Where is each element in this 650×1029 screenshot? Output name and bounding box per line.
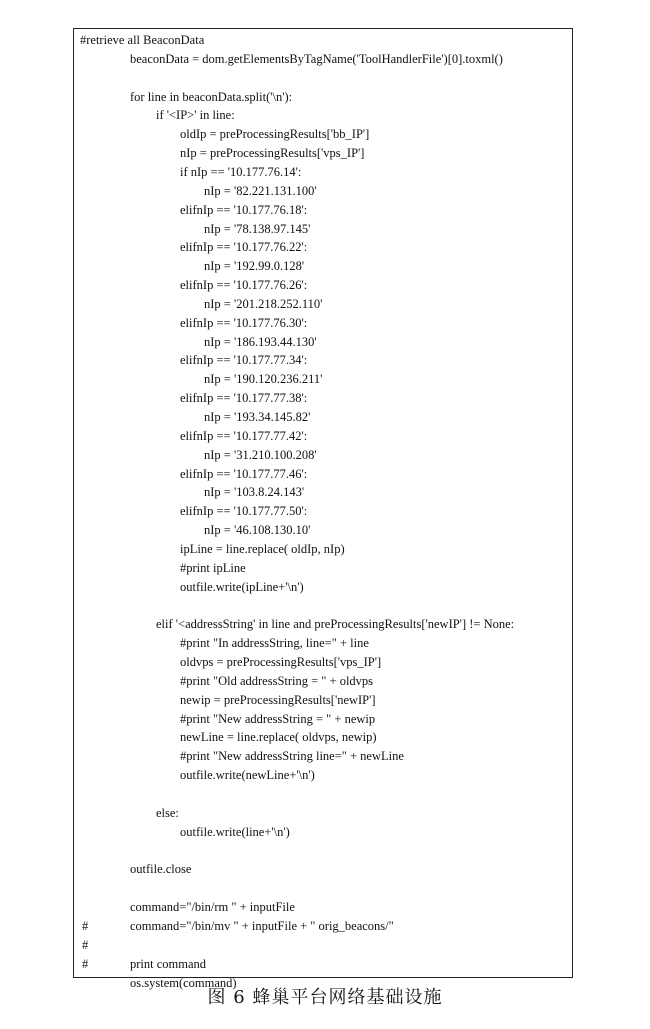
code-listing-frame — [73, 28, 573, 990]
code-text: ipLine = line.replace( oldIp, nIp) — [180, 541, 345, 556]
code-line — [74, 33, 572, 47]
code-text: elifnIp == '10.177.77.42': — [180, 428, 308, 443]
code-text: command="/bin/rm " + inputFile — [130, 900, 295, 915]
code-line — [74, 127, 572, 141]
code-text: nIp = '192.99.0.128' — [204, 259, 305, 274]
comment-marker: # — [82, 918, 89, 933]
code-text: if nIp == '10.177.76.14': — [180, 164, 302, 179]
comment-marker: # — [82, 956, 89, 971]
code-line — [74, 655, 572, 669]
code-text: outfile.write(line+'\n') — [180, 824, 290, 839]
code-text: nIp = '103.8.24.143' — [204, 485, 305, 500]
code-text: newip = preProcessingResults['newIP'] — [180, 692, 376, 707]
code-line — [74, 712, 572, 726]
code-text: nIp = '186.193.44.130' — [204, 334, 317, 349]
code-text: nIp = preProcessingResults['vps_IP'] — [180, 146, 365, 161]
code-line — [74, 599, 572, 613]
code-text: nIp = '190.120.236.211' — [204, 372, 323, 387]
code-text: elifnIp == '10.177.76.22': — [180, 240, 308, 255]
code-text: os.system(command) — [130, 975, 237, 990]
code-line — [74, 787, 572, 801]
code-text: nIp = '201.218.252.110' — [204, 296, 323, 311]
code-line — [74, 693, 572, 707]
code-text: #print "New addressString line=" + newLine — [180, 749, 404, 764]
code-text: #print ipLine — [180, 560, 246, 575]
code-line — [74, 90, 572, 104]
code-line — [74, 730, 572, 744]
code-line — [74, 410, 572, 424]
code-text: elifnIp == '10.177.77.46': — [180, 466, 308, 481]
code-line — [74, 919, 572, 933]
code-text: if '<IP>' in line: — [156, 108, 235, 123]
code-text: elif '<addressString' in line and preProcessingResults['newIP'] != None: — [156, 617, 515, 632]
code-line — [74, 523, 572, 537]
code-line — [74, 259, 572, 273]
code-line — [74, 335, 572, 349]
code-text: elifnIp == '10.177.76.18': — [180, 202, 308, 217]
code-text: elifnIp == '10.177.77.34': — [180, 353, 308, 368]
code-line — [74, 146, 572, 160]
code-line — [74, 429, 572, 443]
code-line — [74, 372, 572, 386]
code-line — [74, 749, 572, 763]
figure-caption: 图 6 蜂巢平台网络基础设施 — [207, 987, 443, 1008]
code-line — [74, 674, 572, 688]
code-text: outfile.close — [130, 862, 192, 877]
code-line — [74, 353, 572, 367]
code-text: #print "Old addressString = " + oldvps — [180, 673, 374, 688]
code-line — [74, 448, 572, 462]
code-line — [74, 957, 572, 971]
code-line — [74, 580, 572, 594]
code-line — [74, 391, 572, 405]
code-text: else: — [156, 805, 179, 820]
code-line — [74, 542, 572, 556]
code-line — [74, 881, 572, 895]
code-line — [74, 844, 572, 858]
code-text: elifnIp == '10.177.77.50': — [180, 504, 308, 519]
code-text: for line in beaconData.split('\n'): — [130, 89, 293, 104]
code-line — [74, 184, 572, 198]
code-text: oldvps = preProcessingResults['vps_IP'] — [180, 655, 382, 670]
code-text: beaconData = dom.getElementsByTagName('ToolHandlerFile')[0].toxml() — [130, 51, 503, 66]
code-line — [74, 278, 572, 292]
code-line — [74, 900, 572, 914]
code-line — [74, 165, 572, 179]
code-line — [74, 806, 572, 820]
code-line — [74, 203, 572, 217]
code-line — [74, 240, 572, 254]
code-line — [74, 825, 572, 839]
code-text: outfile.write(ipLine+'\n') — [180, 579, 304, 594]
code-line — [74, 636, 572, 650]
code-text: #retrieve all BeaconData — [80, 33, 205, 47]
comment-marker: # — [82, 937, 89, 952]
code-line — [74, 297, 572, 311]
code-line — [74, 561, 572, 575]
code-line — [74, 504, 572, 518]
code-text: print command — [130, 956, 207, 971]
code-text: nIp = '78.138.97.145' — [204, 221, 311, 236]
code-line — [74, 52, 572, 66]
code-line — [74, 485, 572, 499]
code-text: newLine = line.replace( oldvps, newip) — [180, 730, 377, 745]
code-text: nIp = '193.34.145.82' — [204, 410, 311, 424]
code-line — [74, 467, 572, 481]
code-line — [74, 617, 572, 631]
code-text: elifnIp == '10.177.76.26': — [180, 278, 308, 293]
code-line — [74, 108, 572, 122]
code-text: nIp = '46.108.130.10' — [204, 523, 311, 538]
code-text: command="/bin/mv " + inputFile + " orig_beacons/" — [130, 918, 394, 933]
code-text: elifnIp == '10.177.77.38': — [180, 391, 308, 406]
code-line — [74, 222, 572, 236]
code-line — [74, 316, 572, 330]
code-line — [74, 71, 572, 85]
code-text: elifnIp == '10.177.76.30': — [180, 315, 308, 330]
code-line — [74, 862, 572, 876]
code-text: outfile.write(newLine+'\n') — [180, 768, 315, 783]
code-line — [74, 938, 572, 952]
code-line — [74, 768, 572, 782]
code-text: nIp = '31.210.100.208' — [204, 447, 317, 462]
code-text: oldIp = preProcessingResults['bb_IP'] — [180, 127, 370, 142]
code-listing — [74, 29, 572, 990]
code-text: nIp = '82.221.131.100' — [204, 183, 317, 198]
code-text: #print "New addressString = " + newip — [180, 711, 376, 726]
code-text: #print "In addressString, line=" + line — [180, 636, 369, 651]
